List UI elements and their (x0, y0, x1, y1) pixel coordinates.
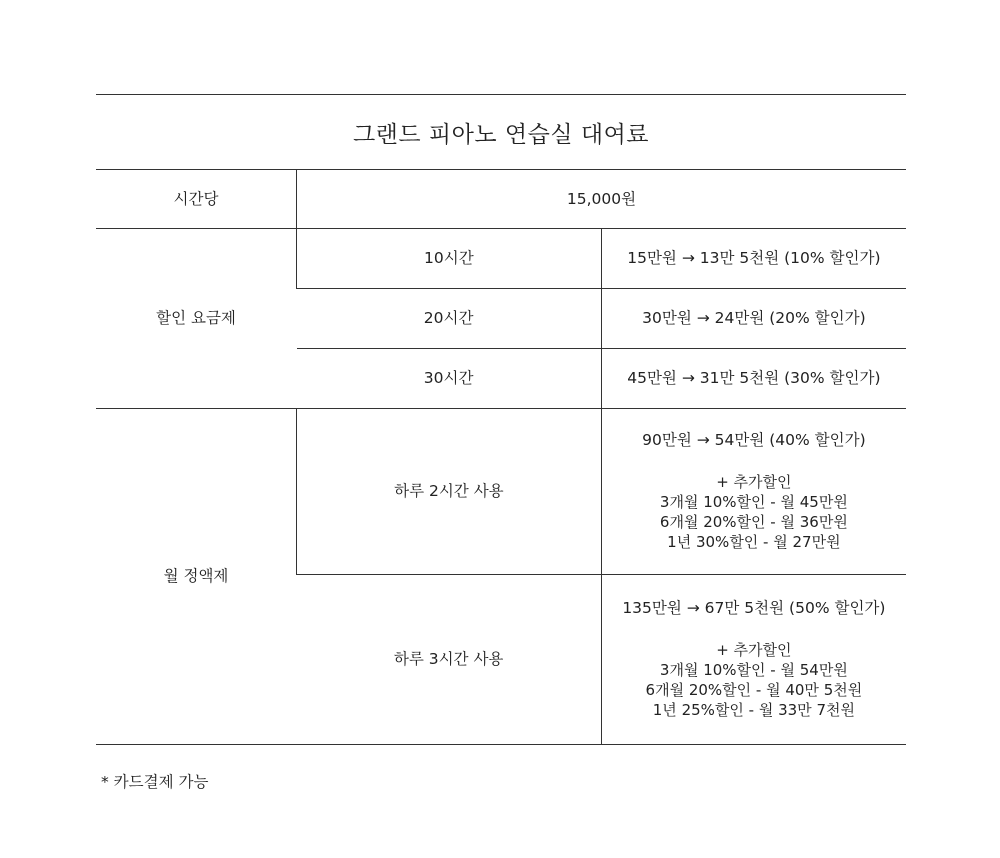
extra-discount-item: 3개월 10%할인 - 월 45만원 (659, 493, 848, 512)
price-sheet (96, 94, 906, 745)
extra-discount-title: + 추가할인 (716, 641, 792, 660)
discount-label: 할인 요금제 (96, 229, 297, 409)
table-row (96, 409, 906, 575)
footnote: * 카드결제 가능 (101, 773, 209, 791)
discount-hours: 30시간 (297, 349, 602, 409)
table-row (96, 229, 906, 289)
extra-discount-item: 3개월 10%할인 - 월 54만원 (659, 661, 848, 680)
discount-price: 45만원 → 31만 5천원 (30% 할인가) (601, 349, 906, 409)
monthly-price-cell (601, 409, 906, 575)
rate-table (96, 170, 906, 745)
hourly-price: 15,000원 (297, 170, 907, 229)
monthly-price-cell (601, 575, 906, 745)
monthly-price: 90만원 → 54만원 (40% 할인가) (642, 431, 866, 450)
discount-hours: 20시간 (297, 289, 602, 349)
extra-discount-item: 6개월 20%할인 - 월 40만 5천원 (645, 680, 863, 699)
discount-hours: 10시간 (297, 229, 602, 289)
extra-discount-item: 1년 30%할인 - 월 27만원 (667, 532, 841, 551)
monthly-price: 135만원 → 67만 5천원 (50% 할인가) (622, 599, 886, 618)
hourly-label: 시간당 (96, 170, 297, 229)
extra-discount-item: 1년 25%할인 - 월 33만 7천원 (652, 700, 855, 719)
monthly-usage: 하루 2시간 사용 (297, 409, 602, 575)
discount-price: 15만원 → 13만 5천원 (10% 할인가) (601, 229, 906, 289)
page-title: 그랜드 피아노 연습실 대여료 (96, 94, 906, 170)
monthly-usage: 하루 3시간 사용 (297, 575, 602, 745)
discount-price: 30만원 → 24만원 (20% 할인가) (601, 289, 906, 349)
extra-discount-item: 6개월 20%할인 - 월 36만원 (659, 512, 848, 531)
table-row (96, 170, 906, 229)
extra-discount-title: + 추가할인 (716, 473, 792, 492)
monthly-label: 월 정액제 (96, 409, 297, 745)
